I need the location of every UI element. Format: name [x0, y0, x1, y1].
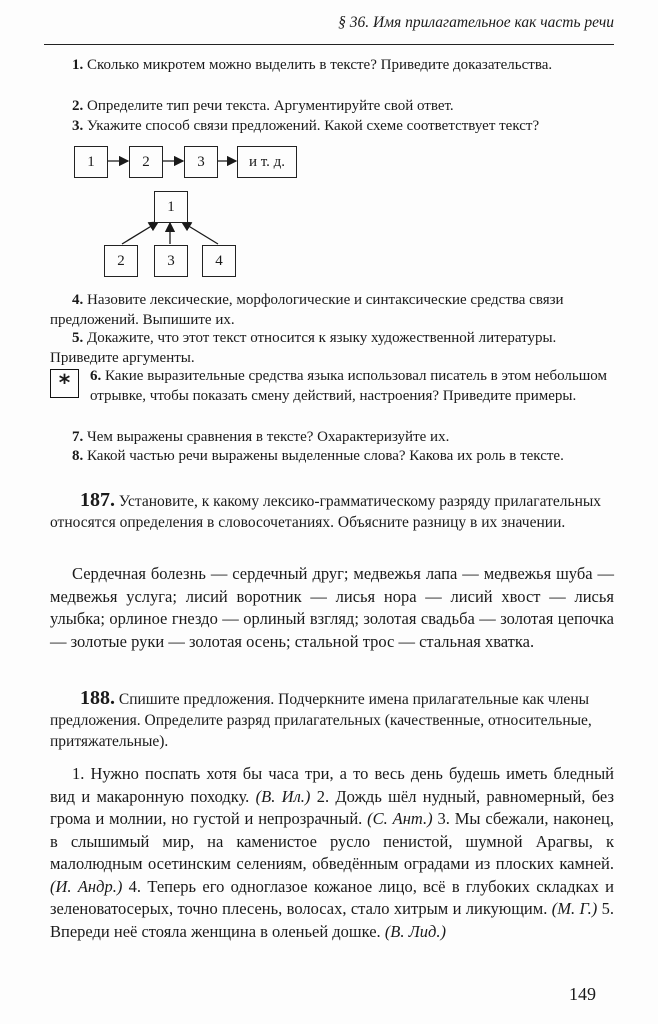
question-text: Докажите, что этот текст относится к языку художественной литературы. Приведите аргументы.	[50, 330, 557, 366]
sentence: 3. Мы сбежали, наконец, в слышимый мир, на каменистое русло пенистой, шумной Арагвы, к малолюдным осетинским селениям, обведённым оградами из плоских камней.	[50, 809, 614, 873]
question-number: 7.	[72, 429, 84, 445]
running-header: § 36. Имя прилагательное как часть речи	[338, 14, 614, 31]
question-text: Назовите лексические, морфологические и синтаксические средства связи предложений. Выпишите их.	[50, 292, 564, 328]
question-text: Какие выразительные средства языка использовал писатель в этом небольшом отрывке, чтобы показать смену действий, настроения? Приведите примеры.	[90, 368, 607, 404]
question-6	[50, 366, 614, 406]
chain-box-1: 1	[74, 146, 108, 178]
question-text: Чем выражены сравнения в тексте? Охарактеризуйте их.	[87, 429, 450, 445]
question-text: Какой частью речи выражены выделенные слова? Какова их роль в тексте.	[87, 448, 564, 464]
sentence: 5. Впереди неё стояла женщина в оленьей дошке.	[50, 899, 614, 941]
chain-box-etc: и т. д.	[237, 146, 297, 178]
chain-box-2: 2	[129, 146, 163, 178]
sentence-source: (И. Андр.)	[50, 876, 123, 896]
question-number: 1.	[72, 57, 84, 73]
sentence-source: (В. Ил.)	[255, 786, 311, 806]
parallel-box-3: 3	[154, 245, 188, 277]
exercise-task-text: Спишите предложения. Подчеркните имена прилагательные как члены предложения. Определите разряд прилагательных (качественные, относительные, притяжательные).	[50, 691, 592, 750]
question-number: 6.	[90, 368, 102, 384]
chain-box-3: 3	[184, 146, 218, 178]
exercise-188-text	[50, 763, 614, 943]
exercise-187-task	[50, 490, 614, 533]
page-number: 149	[569, 984, 596, 1004]
question-number: 8.	[72, 448, 84, 464]
question-number: 5.	[72, 330, 84, 346]
question-8	[50, 446, 614, 466]
question-number: 4.	[72, 292, 84, 308]
sentence: 1. Нужно поспать хотя бы часа три, а то весь день будешь иметь бледный вид и макаронную походку.	[50, 764, 614, 806]
diagram-arrows	[0, 0, 658, 290]
sentence: 4. Теперь его одноглазое кожаное лицо, всё в глубоких складках и зеленоватосерых, точно плесень, волосах, стало хитрым и ликующим.	[50, 876, 614, 918]
question-text: Укажите способ связи предложений. Какой схеме соответствует текст?	[87, 118, 540, 134]
star-marker: *	[50, 369, 79, 398]
exercise-187-text: Сердечная болезнь — сердечный друг; медвежья лапа — медвежья шуба — медвежья услуга; лисий воротник — лисья нора — лисий хвост — лисья улыбка; орлиное гнездо — орлиный взгляд; золотая свадьба — золотая цепочка — золотые руки — золотая осень; стальной трос — стальная хватка.	[50, 564, 614, 651]
parallel-box-4: 4	[202, 245, 236, 277]
question-5	[50, 328, 614, 368]
question-text: Определите тип речи текста. Аргументируйте свой ответ.	[87, 98, 454, 114]
sentence-source: (С. Ант.)	[367, 809, 433, 828]
exercise-188-task	[50, 688, 614, 752]
sentence-source: (В. Лид.)	[384, 921, 447, 941]
question-text: Сколько микротем можно выделить в тексте? Приведите доказательства.	[87, 57, 553, 73]
question-number: 2.	[72, 98, 84, 114]
sentence: 2. Дождь шёл нудный, равномерный, без грома и молнии, но густой и непрозрачный.	[50, 786, 614, 828]
question-4	[50, 290, 614, 330]
question-number: 3.	[72, 118, 84, 134]
question-7	[50, 427, 614, 447]
parallel-box-2: 2	[104, 245, 138, 277]
exercise-number: 188.	[80, 687, 115, 709]
sentence-source: (М. Г.)	[551, 899, 598, 918]
parallel-box-top: 1	[154, 191, 188, 223]
exercise-number: 187.	[80, 489, 115, 511]
exercise-task-text: Установите, к какому лексико-грамматическому разряду прилагательных относятся определения в словосочетаниях. Объясните разницу в их значении.	[50, 493, 602, 531]
